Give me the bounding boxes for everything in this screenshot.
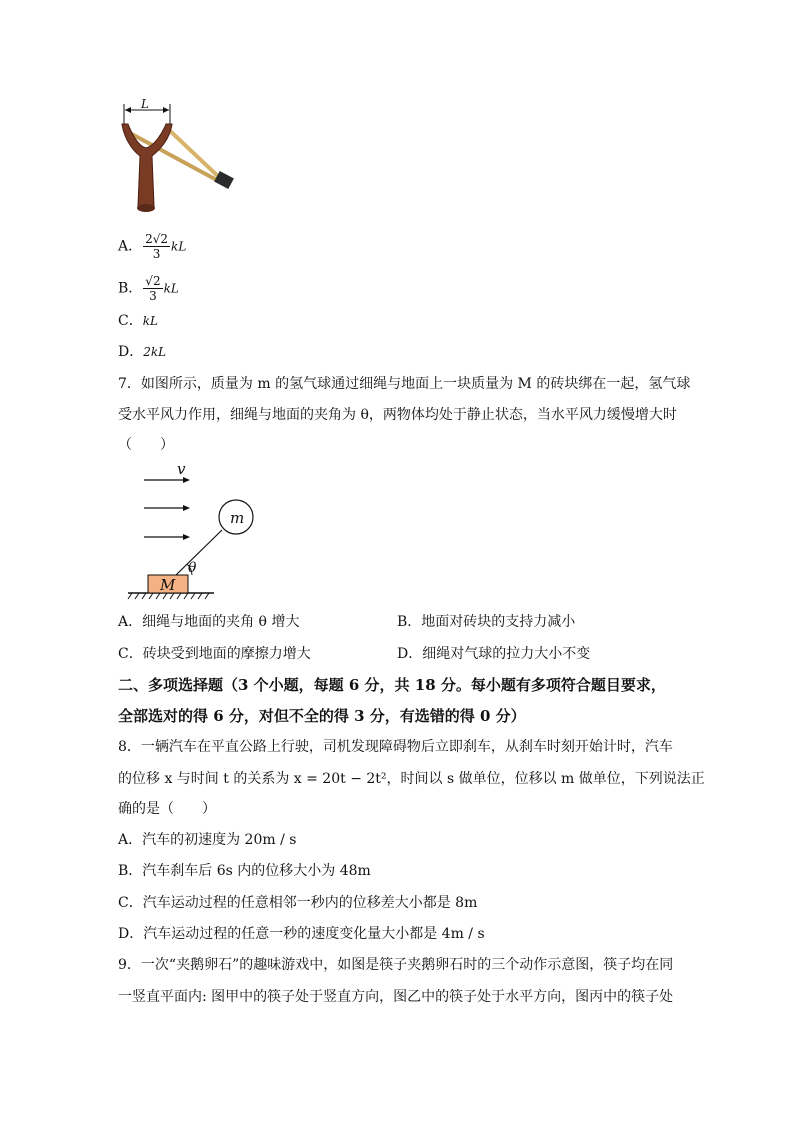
section2-heading-line-1: 二、多项选择题（3 个小题，每题 6 分，共 18 分。每小题有多项符合题目要求， (118, 676, 666, 694)
numerator: 2√2 (145, 232, 169, 246)
balloon-figure (120, 458, 270, 603)
q7-stem-line-1: 7．如图所示，质量为 m 的氢气球通过细绳与地面上一块质量为 M 的砖块绑在一起，氢气球 (118, 376, 691, 392)
fraction (143, 274, 162, 303)
angle-theta-label: θ (188, 560, 197, 576)
option-text: 2kL (143, 345, 167, 359)
balloon-mass-label: m (230, 509, 245, 527)
q8-option-d[interactable]: D．汽车运动过程的任意一秒的速度变化量大小都是 4m / s (118, 926, 485, 942)
q7-stem-line-2: 受水平风力作用，细绳与地面的夹角为 θ，两物体均处于静止状态，当水平风力缓慢增大时 (118, 407, 677, 423)
option-letter: C． (118, 313, 143, 329)
q7-option-b[interactable]: B．地面对砖块的支持力减小 (397, 614, 576, 630)
denominator: 3 (149, 289, 157, 303)
option-letter: A． (118, 238, 143, 255)
option-tail: kL (171, 239, 187, 254)
q8-stem-line-3: 确的是（ ） (118, 801, 216, 817)
wind-velocity-label: v (177, 460, 186, 478)
fraction (143, 232, 170, 261)
slingshot-length-label: L (141, 97, 149, 111)
denominator: 3 (152, 247, 161, 261)
q7-option-a[interactable]: A．细绳与地面的夹角 θ 增大 (118, 614, 300, 630)
q9-stem-line-2: 一竖直平面内: 图甲中的筷子处于竖直方向，图乙中的筷子处于水平方向，图丙中的筷子处 (118, 989, 674, 1005)
q8-option-c[interactable]: C．汽车运动过程的任意相邻一秒内的位移差大小都是 8m (118, 895, 478, 911)
q7-option-c[interactable]: C．砖块受到地面的摩擦力增大 (118, 646, 311, 662)
q8-stem-line-2: 的位移 x 与时间 t 的关系为 x = 20t − 2t²，时间以 s 做单位，位移以 m 做单位，下列说法正 (118, 771, 705, 787)
q6-option-d[interactable] (118, 342, 166, 362)
q8-stem-line-1: 8．一辆汽车在平直公路上行驶，司机发现障碍物后立即刹车，从刹车时刻开始计时，汽车 (118, 739, 673, 755)
numerator: √2 (145, 274, 161, 288)
q9-stem-line-1: 9．一次“夹鹅卵石”的趣味游戏中，如图是筷子夹鹅卵石时的三个动作示意图，筷子均在同 (118, 957, 674, 973)
option-tail: kL (163, 281, 179, 296)
q7-option-d[interactable]: D．细绳对气球的拉力大小不变 (397, 646, 591, 662)
q6-option-b[interactable] (118, 274, 179, 303)
q8-option-a[interactable]: A．汽车的初速度为 20m / s (118, 832, 297, 848)
section2-heading-line-2: 全部选对的得 6 分，对但不全的得 3 分，有选错的得 0 分） (118, 707, 526, 725)
option-text: kL (142, 314, 158, 328)
q6-option-c[interactable] (118, 311, 158, 331)
option-letter: D． (118, 344, 144, 360)
q6-option-a[interactable] (118, 232, 186, 261)
slingshot-figure (112, 94, 240, 218)
q7-stem-line-3: （ ） (118, 437, 174, 453)
option-letter: B． (118, 280, 143, 297)
q8-option-b[interactable]: B．汽车刹车后 6s 内的位移大小为 48m (118, 863, 371, 879)
brick-mass-label: M (160, 576, 176, 594)
